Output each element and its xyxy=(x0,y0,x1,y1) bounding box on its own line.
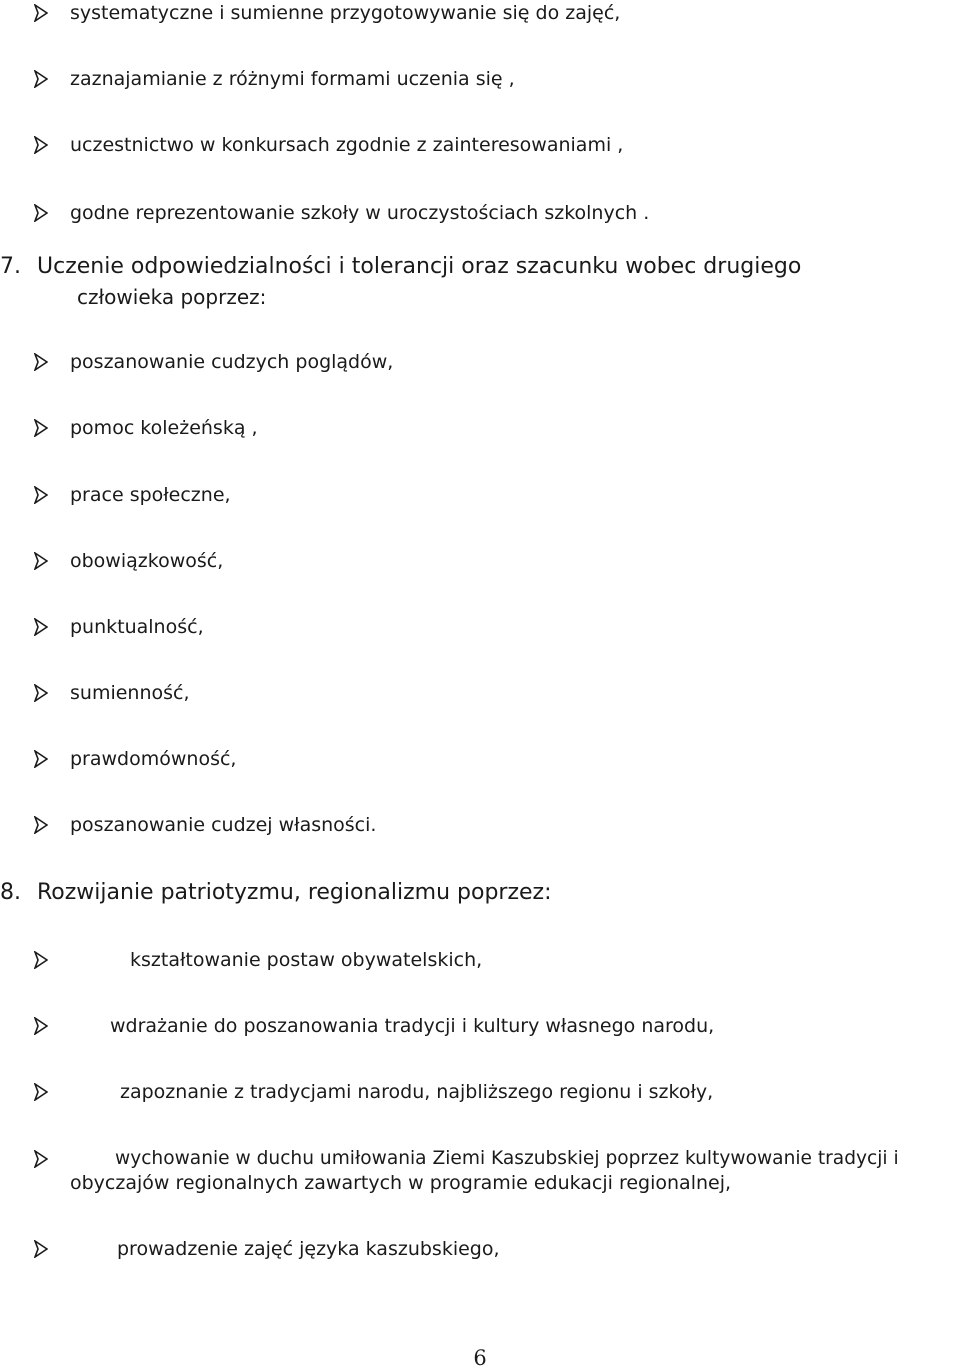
arrowhead-bullet-icon xyxy=(34,1150,48,1168)
arrowhead-bullet-icon xyxy=(34,204,48,222)
arrowhead-bullet-icon xyxy=(34,951,48,969)
section-title-continuation: człowieka poprzez: xyxy=(77,285,267,309)
arrowhead-bullet-icon xyxy=(34,4,48,22)
section-title: Rozwijanie patriotyzmu, regionalizmu poprzez: xyxy=(37,880,552,905)
list-item: prawdomówność, xyxy=(70,748,237,770)
arrowhead-bullet-icon xyxy=(34,618,48,636)
arrowhead-bullet-icon xyxy=(34,1240,48,1258)
list-item: prace społeczne, xyxy=(70,484,231,506)
arrowhead-bullet-icon xyxy=(34,70,48,88)
list-item: zaznajamianie z różnymi formami uczenia się , xyxy=(70,68,515,90)
page-number: 6 xyxy=(473,1346,487,1370)
list-item: godne reprezentowanie szkoły w uroczystościach szkolnych . xyxy=(70,202,650,224)
arrowhead-bullet-icon xyxy=(34,750,48,768)
section-number: 8. xyxy=(0,880,21,905)
arrowhead-bullet-icon xyxy=(34,1017,48,1035)
list-item: obowiązkowość, xyxy=(70,550,224,572)
arrowhead-bullet-icon xyxy=(34,684,48,702)
list-item: pomoc koleżeńską , xyxy=(70,417,258,439)
list-item-continuation: obyczajów regionalnych zawartych w programie edukacji regionalnej, xyxy=(70,1172,732,1194)
list-item: sumienność, xyxy=(70,682,190,704)
list-item: systematyczne i sumienne przygotowywanie się do zajęć, xyxy=(70,2,621,24)
list-item: prowadzenie zajęć języka kaszubskiego, xyxy=(117,1238,500,1260)
section-title: Uczenie odpowiedzialności i tolerancji oraz szacunku wobec drugiego xyxy=(37,254,802,279)
section-number: 7. xyxy=(0,254,21,279)
list-item: wdrażanie do poszanowania tradycji i kultury własnego narodu, xyxy=(110,1015,715,1037)
list-item: uczestnictwo w konkursach zgodnie z zainteresowaniami , xyxy=(70,134,624,156)
list-item: poszanowanie cudzych poglądów, xyxy=(70,351,394,373)
arrowhead-bullet-icon xyxy=(34,419,48,437)
arrowhead-bullet-icon xyxy=(34,816,48,834)
list-item: punktualność, xyxy=(70,616,204,638)
arrowhead-bullet-icon xyxy=(34,552,48,570)
list-item: zapoznanie z tradycjami narodu, najbliższego regionu i szkoły, xyxy=(120,1081,714,1103)
list-item: poszanowanie cudzej własności. xyxy=(70,814,377,836)
arrowhead-bullet-icon xyxy=(34,1083,48,1101)
arrowhead-bullet-icon xyxy=(34,353,48,371)
list-item: wychowanie w duchu umiłowania Ziemi Kaszubskiej poprzez kultywowanie tradycji i xyxy=(115,1148,899,1169)
list-item: kształtowanie postaw obywatelskich, xyxy=(130,949,483,971)
arrowhead-bullet-icon xyxy=(34,486,48,504)
arrowhead-bullet-icon xyxy=(34,136,48,154)
